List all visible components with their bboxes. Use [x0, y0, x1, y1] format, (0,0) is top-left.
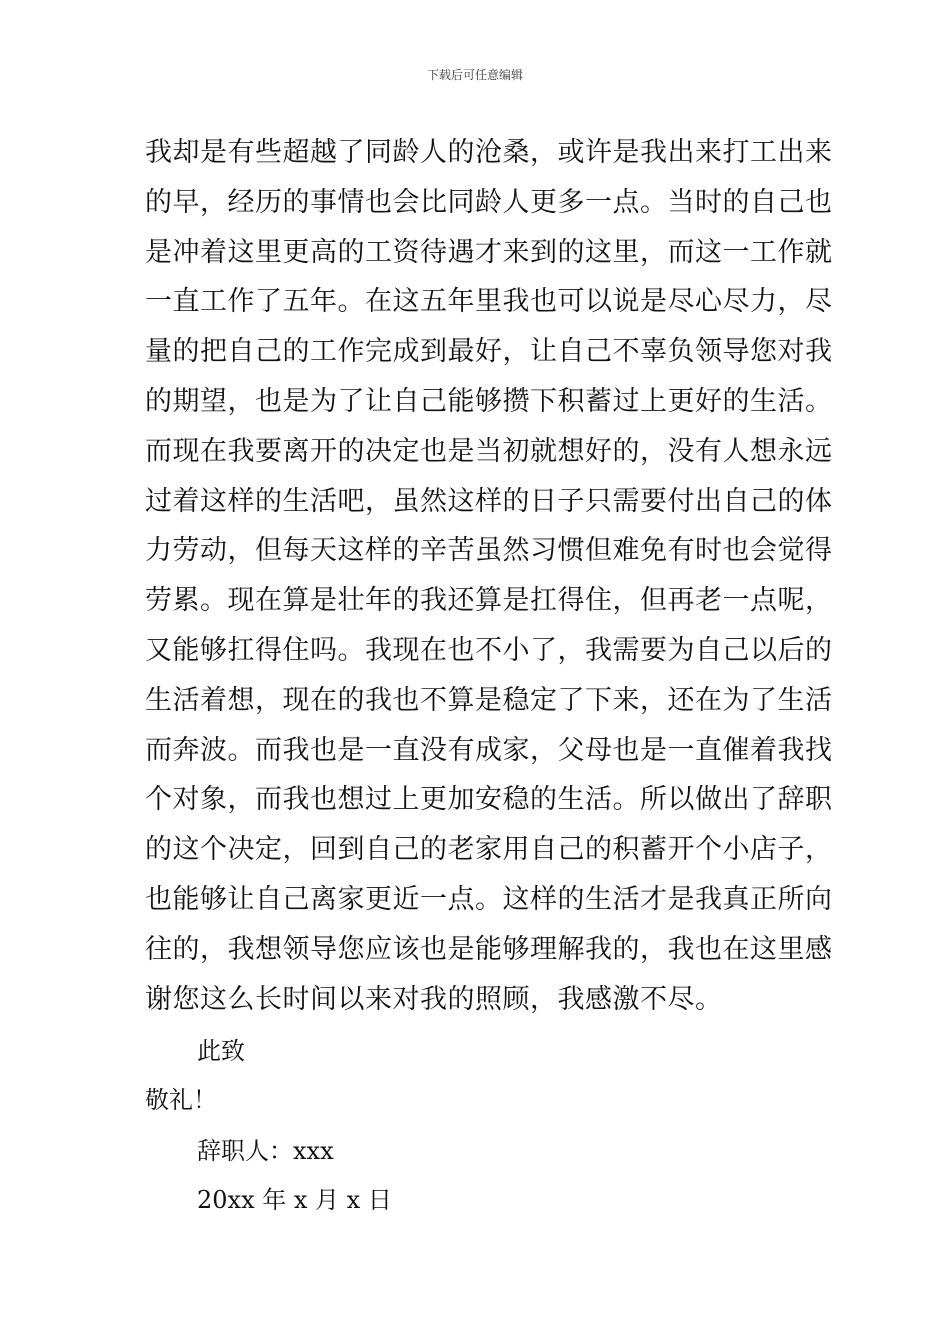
letter-body: [145, 128, 833, 1024]
body-line: 而奔波。而我也是一直没有成家，父母也是一直催着我找: [145, 734, 833, 766]
salutation: 此致: [197, 1037, 245, 1065]
body-line: 力劳动，但每天这样的辛苦虽然习惯但难免有时也会觉得: [145, 535, 833, 567]
letter-date: 20xx 年 x 月 x 日: [197, 1186, 392, 1214]
body-line: 劳累。现在算是壮年的我还算是扛得住，但再老一点呢，: [145, 585, 833, 617]
signer-name: 辞职人：xxx: [197, 1137, 334, 1165]
body-line: 谢您这么长时间以来对我的照顾，我感激不尽。: [145, 983, 723, 1015]
body-line: 是冲着这里更高的工资待遇才来到的这里，而这一工作就: [145, 236, 833, 268]
page-header-note: 下载后可任意编辑: [426, 68, 523, 82]
body-line: 量的把自己的工作完成到最好，让自己不辜负领导您对我: [145, 336, 833, 368]
body-line: 而现在我要离开的决定也是当初就想好的，没有人想永远: [145, 435, 833, 467]
body-line: 过着这样的生活吧，虽然这样的日子只需要付出自己的体: [145, 485, 833, 517]
body-line: 的期望，也是为了让自己能够攒下积蓄过上更好的生活。: [145, 385, 833, 417]
body-line: 又能够扛得住吗。我现在也不小了，我需要为自己以后的: [145, 634, 833, 666]
body-line: 一直工作了五年。在这五年里我也可以说是尽心尽力，尽: [145, 286, 833, 318]
body-line: 我却是有些超越了同龄人的沧桑，或许是我出来打工出来: [145, 137, 833, 168]
body-line: 也能够让自己离家更近一点。这样的生活才是我真正所向: [145, 883, 833, 915]
body-line: 生活着想，现在的我也不算是稳定了下来，还在为了生活: [145, 684, 833, 716]
body-line: 的早，经历的事情也会比同龄人更多一点。当时的自己也: [145, 186, 833, 218]
closing-respect: 敬礼！: [145, 1086, 217, 1114]
body-line: 往的，我想领导您应该也是能够理解我的，我也在这里感: [145, 933, 833, 965]
body-line: 的这个决定，回到自己的老家用自己的积蓄开个小店子，: [145, 834, 833, 866]
body-line: 个对象，而我也想过上更加安稳的生活。所以做出了辞职: [145, 784, 833, 816]
